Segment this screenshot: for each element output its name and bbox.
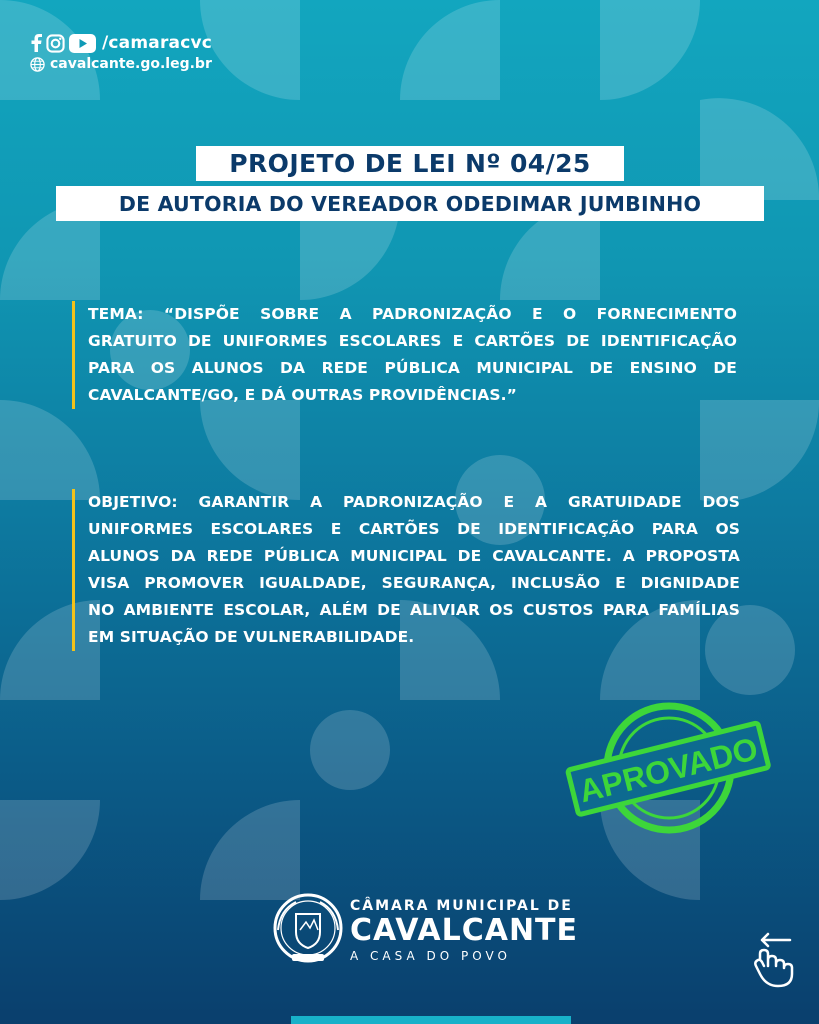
logo-line-2: CAVALCANTE [350,913,579,948]
tema-line: TEMA: “DISPÕE SOBRE A PADRONIZAÇÃO E O FORNECIMENTO [88,305,737,323]
camara-logo [270,890,579,970]
objetivo-line: UNIFORMES ESCOLARES E CARTÕES DE IDENTIFICAÇÃO PARA OS [88,520,740,538]
objetivo-line: OBJETIVO: GARANTIR A PADRONIZAÇÃO E A GRATUIDADE DOS [88,493,740,511]
social-handle: /camaracvc [102,33,213,53]
bottom-accent-bar [291,1016,571,1024]
approved-stamp [562,700,772,840]
coat-of-arms-icon [270,890,346,970]
tema-line: CAVALCANTE/GO, E DÁ OUTRAS PROVIDÊNCIAS.” [88,386,517,404]
objetivo-line: EM SITUAÇÃO DE VULNERABILIDADE. [88,628,415,646]
objetivo-line: VISA PROMOVER IGUALDADE, SEGURANÇA, INCLUSÃO E DIGNIDADE [88,574,740,592]
stamp-text: APROVADO [575,730,762,810]
facebook-icon[interactable] [30,34,42,52]
page-title: PROJETO DE LEI Nº 04/25 [196,146,624,181]
tema-line: PARA OS ALUNOS DA REDE PÚBLICA MUNICIPAL DE ENSINO DE [88,359,737,377]
website-link[interactable]: cavalcante.go.leg.br [50,56,212,72]
objetivo-line: NO AMBIENTE ESCOLAR, ALÉM DE ALIVIAR OS CUSTOS PARA FAMÍLIAS [88,601,740,619]
page-subtitle: DE AUTORIA DO VEREADOR ODEDIMAR JUMBINHO [56,186,764,221]
objetivo-line: ALUNOS DA REDE PÚBLICA MUNICIPAL DE CAVALCANTE. A PROPOSTA [88,547,740,565]
tema-line: GRATUITO DE UNIFORMES ESCOLARES E CARTÕES DE IDENTIFICAÇÃO [88,332,737,350]
objetivo-block [72,489,740,651]
logo-line-1: CÂMARA MUNICIPAL DE [350,898,573,914]
instagram-icon[interactable] [46,34,65,53]
swipe-hand-icon [750,930,800,990]
social-links [30,33,212,72]
tema-block [72,301,737,409]
globe-icon [30,57,45,72]
logo-line-3: A CASA DO POVO [350,949,511,963]
youtube-icon[interactable] [69,34,96,53]
